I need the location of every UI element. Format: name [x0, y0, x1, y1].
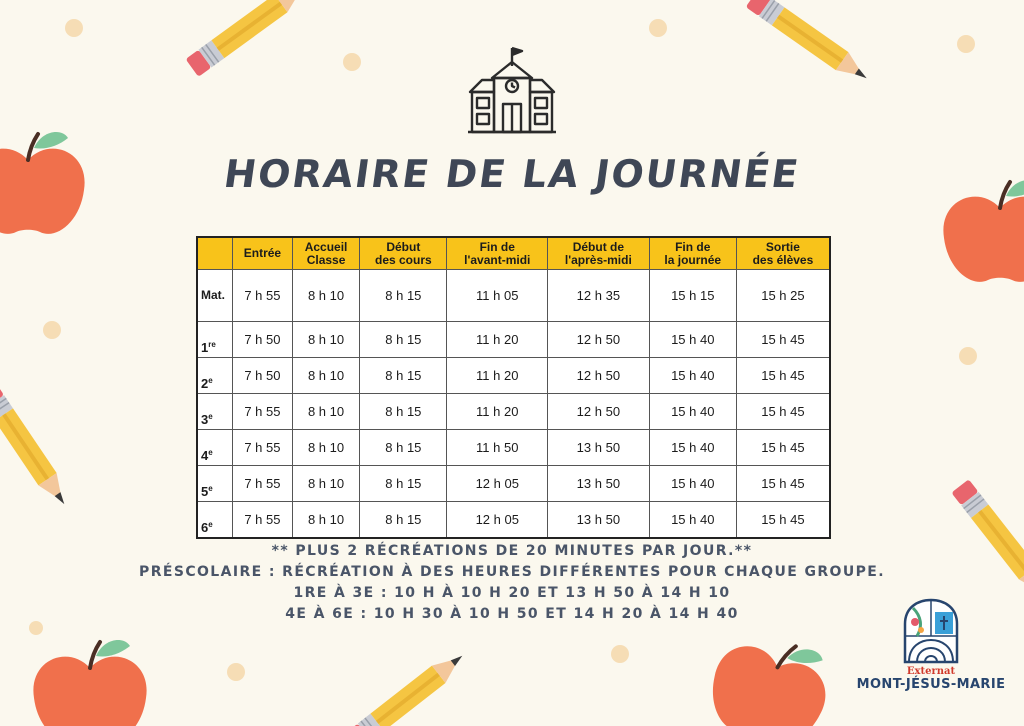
table-row: [197, 322, 830, 358]
time-cell: 12 h 50: [548, 322, 650, 358]
row-header: [197, 430, 233, 466]
column-header: Début des cours: [360, 237, 447, 270]
logo-name: MONT-JÉSUS-MARIE: [856, 677, 1006, 692]
column-header: Accueil Classe: [292, 237, 359, 270]
row-header: [197, 466, 233, 502]
row-label-suffix: e: [208, 412, 213, 421]
note-line: 1RE À 3E : 10 H À 10 H 20 ET 13 H 50 À 14 H 10: [293, 585, 731, 601]
time-cell: 15 h 40: [649, 358, 736, 394]
time-cell: 12 h 05: [447, 466, 548, 502]
row-header: [197, 358, 233, 394]
time-cell: 15 h 45: [736, 430, 830, 466]
time-cell: 8 h 15: [360, 502, 447, 539]
time-cell: 12 h 50: [548, 394, 650, 430]
time-cell: 7 h 55: [233, 502, 293, 539]
time-cell: 8 h 10: [292, 502, 359, 539]
row-header: [197, 502, 233, 539]
row-label-suffix: e: [208, 520, 213, 529]
pencil-icon: [0, 382, 73, 510]
time-cell: 15 h 45: [736, 394, 830, 430]
time-cell: 7 h 55: [233, 430, 293, 466]
apple-icon: [33, 640, 146, 726]
time-cell: 8 h 15: [360, 394, 447, 430]
row-header: [197, 270, 233, 322]
row-header: [197, 322, 233, 358]
time-cell: 11 h 20: [447, 394, 548, 430]
row-header: [197, 394, 233, 430]
time-cell: 12 h 35: [548, 270, 650, 322]
logo-subtitle: Externat: [906, 666, 956, 677]
time-cell: 7 h 55: [233, 466, 293, 502]
time-cell: 8 h 10: [292, 270, 359, 322]
table-row: [197, 270, 830, 322]
time-cell: 15 h 15: [649, 270, 736, 322]
time-cell: 15 h 40: [649, 430, 736, 466]
table-row: [197, 466, 830, 502]
note-line: 4E À 6E : 10 H 30 À 10 H 50 ET 14 H 20 À 14 H 40: [285, 606, 739, 622]
time-cell: 11 h 20: [447, 358, 548, 394]
school-logo: [852, 596, 1010, 716]
stained-glass-logo-icon: [899, 596, 963, 664]
column-header: Entrée: [233, 237, 293, 270]
time-cell: 8 h 15: [360, 466, 447, 502]
column-header: Fin de la journée: [649, 237, 736, 270]
school-building-icon: [466, 44, 558, 136]
time-cell: 8 h 15: [360, 430, 447, 466]
row-label: 4: [201, 448, 209, 463]
pencil-icon: [746, 0, 873, 87]
time-cell: 13 h 50: [548, 466, 650, 502]
row-label: 2: [201, 376, 209, 391]
time-cell: 15 h 40: [649, 394, 736, 430]
time-cell: 15 h 45: [736, 358, 830, 394]
header-corner: [197, 237, 233, 270]
column-header: Sortie des élèves: [736, 237, 830, 270]
time-cell: 13 h 50: [548, 502, 650, 539]
row-label-suffix: e: [208, 448, 213, 457]
time-cell: 11 h 20: [447, 322, 548, 358]
time-cell: 8 h 15: [360, 322, 447, 358]
time-cell: 8 h 15: [360, 270, 447, 322]
column-header: Fin de l'avant-midi: [447, 237, 548, 270]
time-cell: 7 h 50: [233, 322, 293, 358]
time-cell: 15 h 40: [649, 466, 736, 502]
time-cell: 7 h 55: [233, 394, 293, 430]
time-cell: 8 h 10: [292, 466, 359, 502]
table-row: [197, 502, 830, 539]
time-cell: 11 h 05: [447, 270, 548, 322]
time-cell: 15 h 45: [736, 322, 830, 358]
time-cell: 8 h 10: [292, 394, 359, 430]
table-row: [197, 358, 830, 394]
time-cell: 12 h 50: [548, 358, 650, 394]
row-label: 5: [201, 484, 209, 499]
pencil-icon: [345, 647, 469, 726]
page-title: HORAIRE DE LA JOURNÉE: [221, 152, 803, 196]
time-cell: 15 h 40: [649, 502, 736, 539]
row-label: 1: [201, 340, 209, 355]
apple-icon: [699, 622, 840, 726]
column-header: Début de l'après-midi: [548, 237, 650, 270]
time-cell: 15 h 45: [736, 466, 830, 502]
row-label: 3: [201, 412, 209, 427]
table-row: [197, 430, 830, 466]
table-header-row: [197, 237, 830, 270]
table-body: [197, 270, 830, 539]
time-cell: 11 h 50: [447, 430, 548, 466]
row-label-suffix: e: [208, 484, 213, 493]
time-cell: 15 h 25: [736, 270, 830, 322]
note-line: PRÉSCOLAIRE : RÉCRÉATION À DES HEURES DIFFÉRENTES POUR CHAQUE GROUPE.: [139, 564, 885, 580]
time-cell: 8 h 10: [292, 358, 359, 394]
time-cell: 8 h 10: [292, 322, 359, 358]
row-label-suffix: e: [208, 376, 213, 385]
pencil-icon: [186, 0, 312, 77]
time-cell: 8 h 15: [360, 358, 447, 394]
time-cell: 15 h 45: [736, 502, 830, 539]
time-cell: 7 h 50: [233, 358, 293, 394]
schedule-table: [196, 236, 831, 539]
time-cell: 8 h 10: [292, 430, 359, 466]
time-cell: 13 h 50: [548, 430, 650, 466]
row-label: Mat.: [201, 288, 225, 302]
time-cell: 15 h 40: [649, 322, 736, 358]
note-line: ** PLUS 2 RÉCRÉATIONS DE 20 MINUTES PAR JOUR.**: [271, 543, 753, 559]
time-cell: 12 h 05: [447, 502, 548, 539]
row-label-suffix: re: [208, 340, 216, 349]
table-row: [197, 394, 830, 430]
row-label: 6: [201, 520, 209, 535]
time-cell: 7 h 55: [233, 270, 293, 322]
